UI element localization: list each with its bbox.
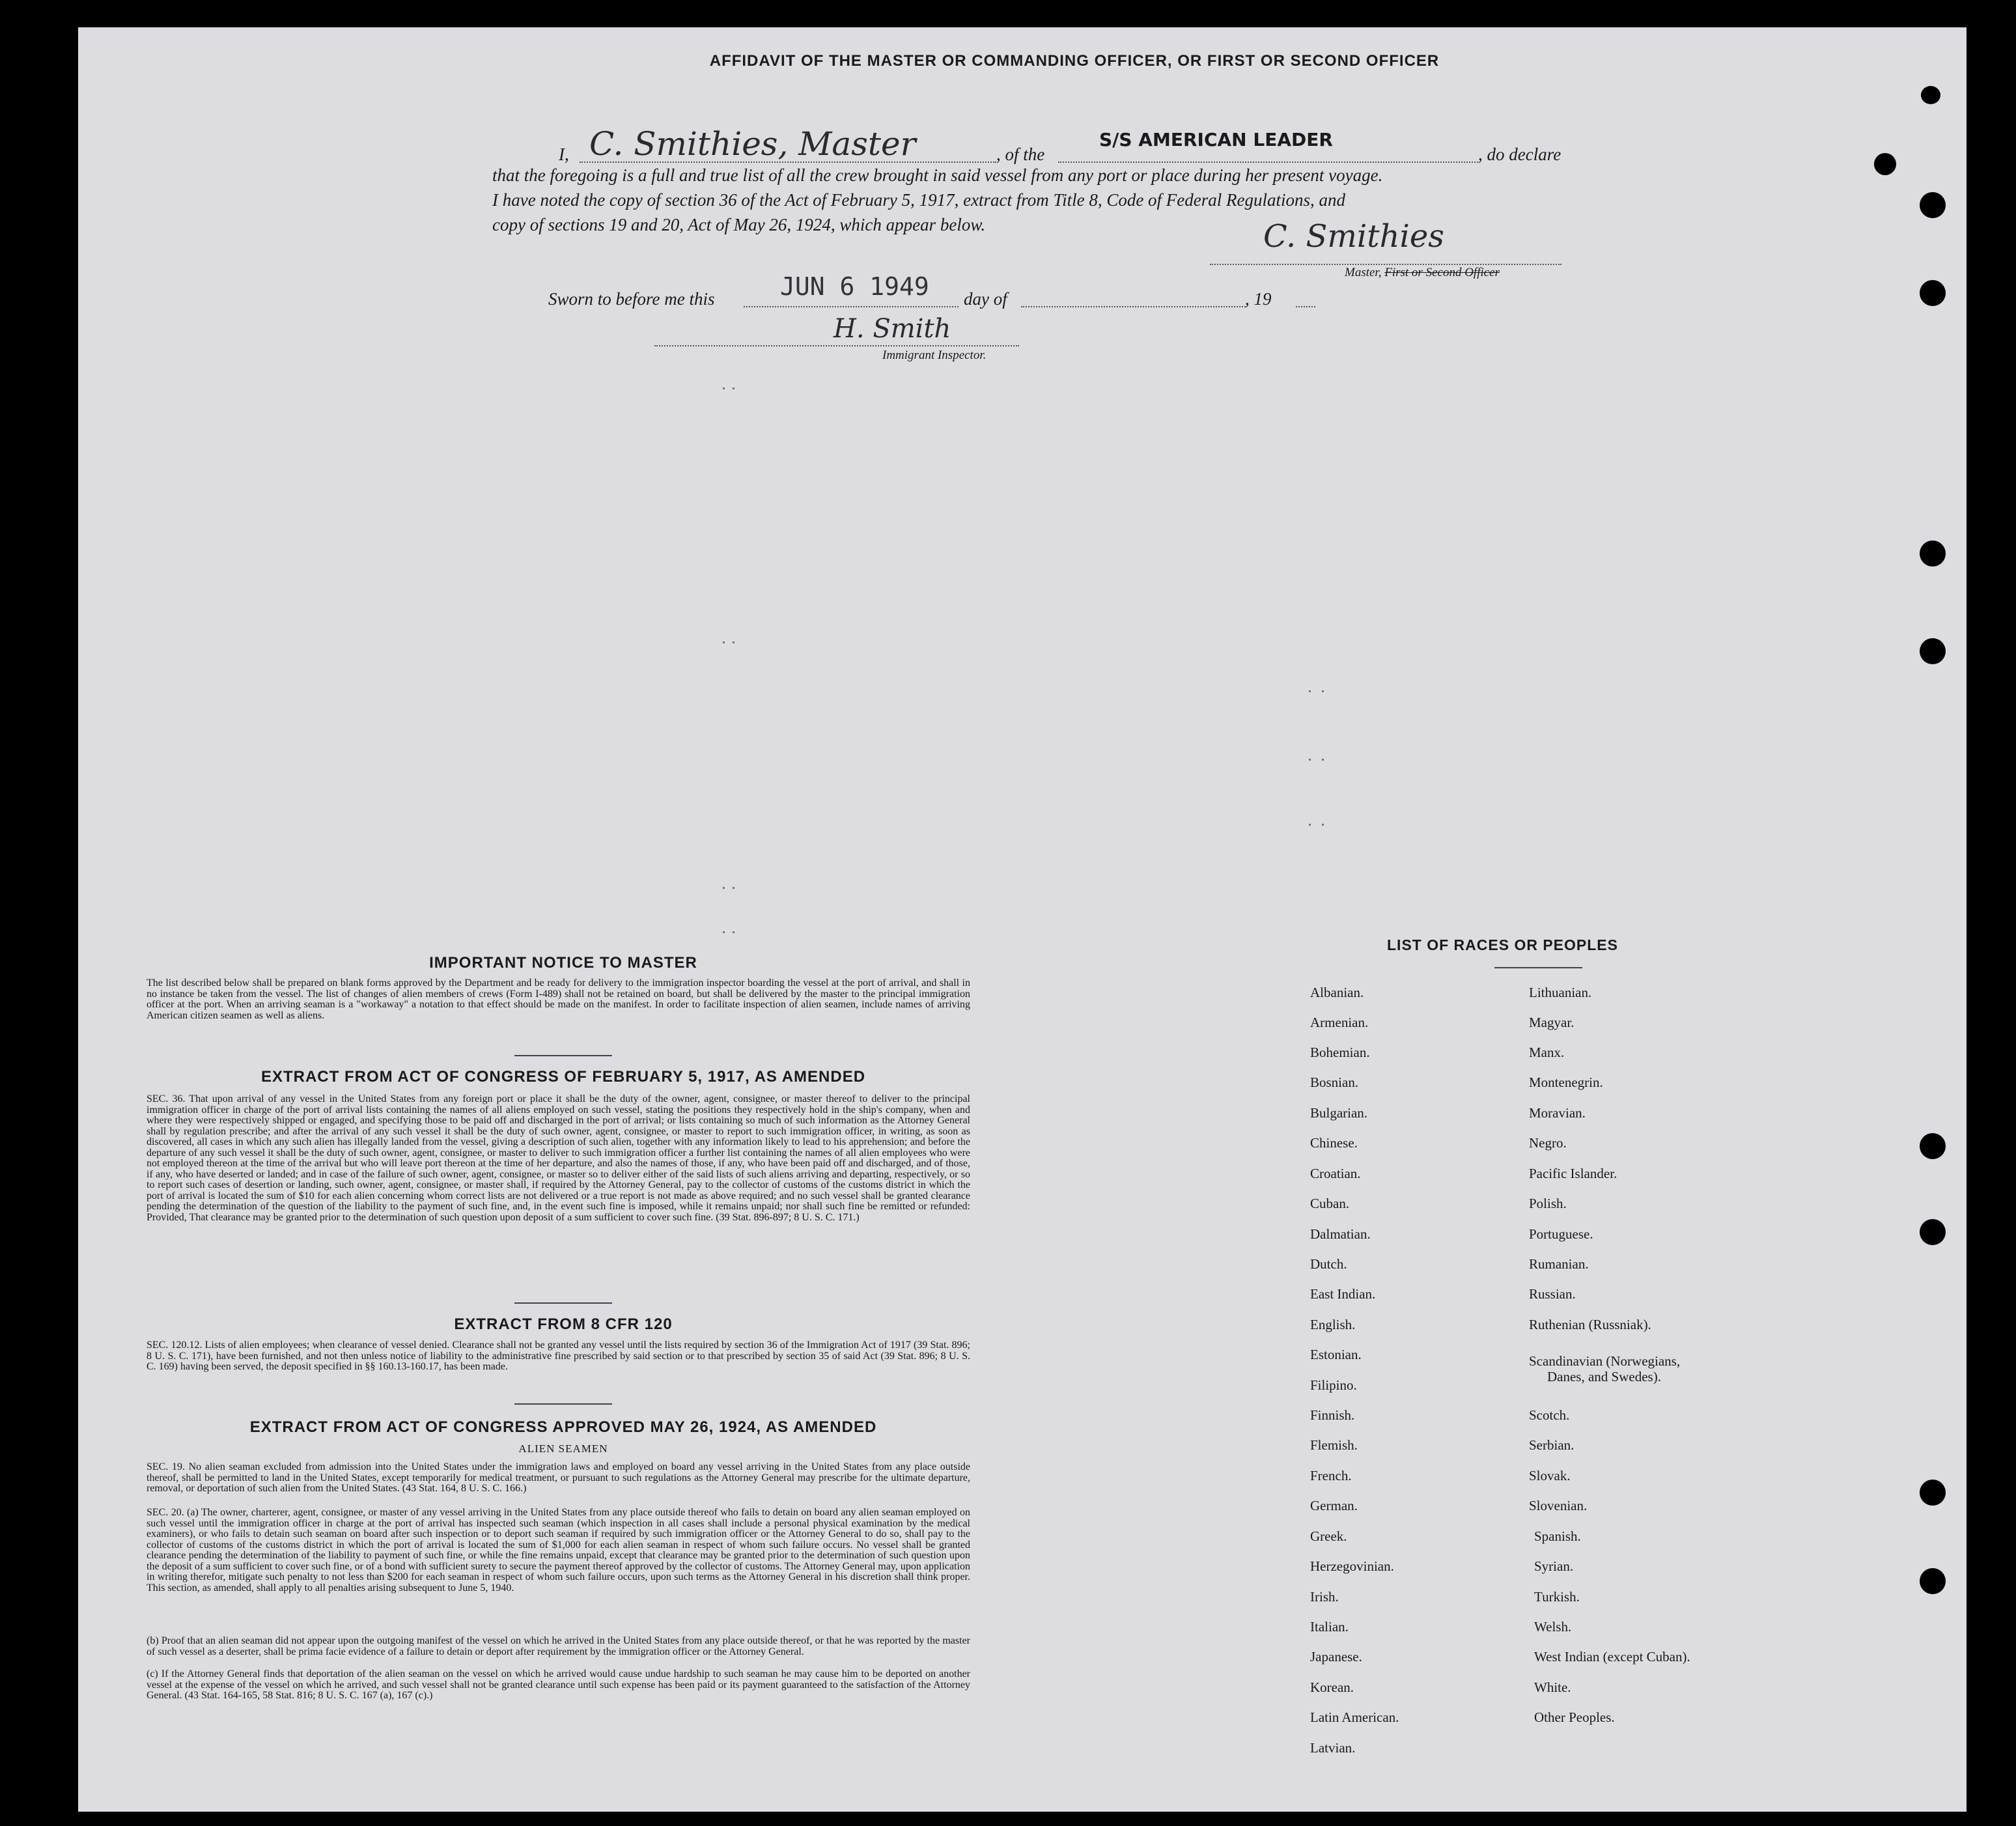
race-item: Serbian. [1529, 1437, 1575, 1453]
race-item: Bosnian. [1310, 1075, 1359, 1090]
race-item: Italian. [1310, 1619, 1349, 1635]
race-item: Slovak. [1529, 1468, 1571, 1483]
race-item: Scotch. [1529, 1407, 1570, 1423]
master-signature: C. Smithies, Master [589, 125, 916, 163]
race-item: Turkish. [1534, 1589, 1580, 1605]
ruling-mark [723, 931, 725, 933]
race-item: Greek. [1310, 1528, 1347, 1544]
ruling-mark [733, 931, 735, 933]
declaration-line-4: copy of sections 19 and 20, Act of May 26, 1924, which appear below. [492, 215, 986, 234]
race-item: German. [1310, 1498, 1358, 1513]
extract-cfr-divider [514, 1403, 612, 1405]
punch-hole [1920, 280, 1946, 306]
punch-hole [1920, 1219, 1946, 1245]
year-line [1296, 306, 1315, 307]
race-item: Rumanian. [1529, 1256, 1589, 1272]
race-item: Dutch. [1310, 1256, 1347, 1272]
ruling-mark [733, 387, 735, 389]
race-item: Montenegrin. [1529, 1075, 1603, 1090]
ruling-mark [723, 887, 725, 889]
inspector-line [654, 345, 1019, 346]
race-item: Lithuanian. [1529, 985, 1592, 1000]
ruling-mark [1309, 824, 1311, 826]
month-line [1021, 306, 1246, 307]
sworn-date-stamp: JUN 6 1949 [780, 272, 929, 301]
punch-hole [1921, 86, 1940, 104]
race-item: West Indian (except Cuban). [1534, 1649, 1690, 1664]
inspector-signature: H. Smith [833, 314, 951, 344]
race-item: Syrian. [1534, 1558, 1574, 1574]
punch-hole [1920, 1568, 1946, 1594]
ruling-mark [723, 641, 725, 643]
declaration-line-3: I have noted the copy of section 36 of the Act of February 5, 1917, extract from Title 8, Code of Federal Regulations, and [492, 190, 1346, 210]
race-item: French. [1310, 1468, 1352, 1483]
race-item: Spanish. [1534, 1528, 1581, 1544]
ruling-mark [733, 641, 735, 643]
race-item: Albanian. [1310, 985, 1364, 1000]
race-item: Latvian. [1310, 1740, 1356, 1756]
ruling-mark [1322, 759, 1324, 761]
race-item: Pacific Islander. [1529, 1166, 1617, 1181]
notice-divider [514, 1055, 612, 1056]
caption-master: Master, [1345, 266, 1382, 279]
race-item: Slovenian. [1529, 1498, 1588, 1513]
signature-line [1210, 264, 1561, 265]
do-declare-label: , do declare [1478, 145, 1561, 164]
notice-body: The list described below shall be prepared on blank forms approved by the Department and be ready for delivery to the immigration inspector boarding the vessel at the port of arrival, and shall in no instance be taken from the vessel. The list of changes of alien members of crews (Form I-489) shall not be retained on board, but shall be delivered by the master to the principal immigration officer at the port. When an arriving seaman is a "workaway" a notation to that effect should be made on the manifest. In order to facilitate inspection of alien seamen, include names of arriving American citizen seamen as well as aliens. [147, 977, 970, 1021]
extract-1917-body: SEC. 36. That upon arrival of any vessel in the United States from any foreign port or place it shall be the duty of the owner, agent, consignee, or master thereof to deliver to the principal immigration officer in charge of the port of arrival lists containing the names of all aliens employed on such vessel, stating the positions they respectively hold in the ship's company, when and where they were respectively shipped or engaged, and specifying those to be paid off and discharged in the port of arrival; or lists containing so much of such information as the Attorney General shall by regulation prescribe; and after the arrival of any such vessel it shall be the duty of such owner, agent, consignee, or master to report to such immigration officer, in writing, as soon as discovered, all cases in which any such alien has illegally landed from the vessel, giving a description of such alien, together with any information likely to lead to his apprehension; and before the departure of any such vessel it shall be the duty of such owner, agent, consignee, or master to deliver to such immigration officer a further list containing the names of all alien employees who were not employed thereon at the time of the arrival but who will leave port thereon at the time of her departure, and also the names of those, if any, who have been paid off and discharged, and of those, if any, who have deserted or landed; and in case of the failure of such owner, agent, consignee, or master so to deliver either of the said lists of such aliens arriving and departing, respectively, or so to report such cases of desertion or landing, such owner, agent, consignee, or master shall, if required by the Attorney General, pay to the collector of customs of the customs district in which the port of arrival is located the sum of $10 for each alien concerning whom correct lists are not delivered or a true report is not made as above required; and no such vessel shall be granted clearance pending the determination of the question of the liability to the payment of such fine, and, in the event such fine is imposed, while it remains unpaid; nor shall such fine be remitted or refunded: Provided, That clearance may be granted prior to the determination of such question upon deposit of a sum sufficient to cover such fine. (39 Stat. 896-897; 8 U. S. C. 171.) [147, 1093, 970, 1223]
race-item: Korean. [1310, 1679, 1354, 1695]
affidavit-title: AFFIDAVIT OF THE MASTER OR COMMANDING OFFICER, OR FIRST OR SECOND OFFICER [709, 52, 1440, 70]
race-item: Welsh. [1534, 1619, 1572, 1635]
race-item: Latin American. [1310, 1709, 1399, 1725]
extract-1924-sec20b: (b) Proof that an alien seaman did not appear upon the outgoing manifest of the vessel on which he arrived in the United States from any place outside thereof, or that he was reported by the master of such vessel as a deserter, shall be prima facie evidence of a failure to detain or deport after requirement by the immigration officer or the Attorney General. [147, 1635, 970, 1657]
race-item: White. [1534, 1679, 1571, 1695]
ruling-mark [723, 387, 725, 389]
extract-cfr-body: SEC. 120.12. Lists of alien employees; when clearance of vessel denied. Clearance shall not be granted any vessel until the lists required by section 36 of the Immigration Act of 1917 (39 Stat. 896; 8 U. S. C. 171), have been furnished, and not then unless notice of liability to the administrative fine prescribed by said section or to that prescribed by section 35 of said Act (39 Stat. 896; 8 U. S. C. 169) having been served, the deposit specified in §§ 160.13-160.17, has been made. [147, 1340, 970, 1372]
race-item: Estonian. [1310, 1347, 1362, 1362]
race-item: Moravian. [1529, 1105, 1586, 1121]
extract-1917-title: EXTRACT FROM ACT OF CONGRESS OF FEBRUARY 5, 1917, AS AMENDED [260, 1068, 866, 1086]
race-item: Croatian. [1310, 1166, 1361, 1181]
race-item: Chinese. [1310, 1135, 1358, 1151]
race-item: Flemish. [1310, 1437, 1358, 1453]
race-item: Irish. [1310, 1589, 1339, 1605]
race-item: Ruthenian (Russniak). [1529, 1317, 1651, 1332]
day-of-label: day of [964, 289, 1007, 309]
vessel-name: S/S AMERICAN LEADER [1099, 129, 1333, 150]
punch-hole [1920, 192, 1946, 218]
signature-caption [1345, 266, 1500, 280]
punch-hole [1920, 638, 1946, 664]
extract-1924-sec20a: SEC. 20. (a) The owner, charterer, agent, consignee, or master of any vessel arriving in the United States from any place outside thereof who fails to detain on board any alien seaman employed on such vessel until the immigration officer in charge at the port of arrival has inspected such seaman (which inspection in all cases shall include a personal physical examination by the medical examiners), or who fails to detain such seaman on board after such inspection or to deport such seaman if required by such immigration officer or the Attorney General to do so, shall pay to the collector of customs of the customs district in which the port of arrival is located the sum of $1,000 for each alien seaman in respect of whom such failure occurs. No vessel shall be granted clearance pending the determination of the liability to payment of such fine, or while the fine remains unpaid, except that clearance may be granted prior to the determination of such question upon the deposit of a sum sufficient to cover such fine, or of a bond with sufficient surety to secure the payment thereof approved by the collector of customs. The Attorney General may, upon application in writing therefor, mitigate such penalty to not less than $200 for each seaman in respect of whom such failure occurs, upon such terms as the Attorney General in his discretion shall think proper. This section, as amended, shall apply to all penalties arising subsequent to June 5, 1940. [147, 1507, 970, 1594]
race-item: Cuban. [1310, 1196, 1350, 1211]
race-item: Scandinavian (Norwegians, [1529, 1353, 1681, 1369]
race-item: Danes, and Swedes). [1547, 1369, 1661, 1384]
race-item: Armenian. [1310, 1015, 1369, 1030]
declaration-line-2: that the foregoing is a full and true list of all the crew brought in said vessel from any port or place during her present voyage. [492, 165, 1383, 185]
master-signature-right: C. Smithies [1263, 218, 1444, 255]
punch-hole [1874, 153, 1896, 175]
race-item: Polish. [1529, 1196, 1567, 1211]
extract-cfr-title: EXTRACT FROM 8 CFR 120 [454, 1315, 673, 1333]
extract-1924-title: EXTRACT FROM ACT OF CONGRESS APPROVED MAY 26, 1924, AS AMENDED [249, 1418, 877, 1436]
sworn-date-line [744, 306, 959, 307]
caption-struck: First or Second Officer [1384, 266, 1500, 279]
extract-1924-subtitle: ALIEN SEAMEN [518, 1442, 608, 1455]
punch-hole [1920, 1480, 1946, 1506]
race-item: East Indian. [1310, 1286, 1376, 1302]
extract-1924-sec19: SEC. 19. No alien seaman excluded from admission into the United States under the immigration laws and employed on board any vessel arriving in the United States from any place outside thereof, shall be permitted to land in the United States, except temporarily for medical treatment, or pursuant to such regulations as the Attorney General may prescribe for the ultimate departure, removal, or deportation of such alien from the United States. (43 Stat. 164, 8 U. S. C. 166.) [147, 1461, 970, 1494]
sworn-label: Sworn to before me this [548, 289, 715, 309]
ruling-mark [1309, 690, 1311, 692]
ruling-mark [733, 887, 735, 889]
race-item: Magyar. [1529, 1015, 1575, 1030]
race-item: Russian. [1529, 1286, 1576, 1302]
ruling-mark [1322, 824, 1324, 826]
race-item: Japanese. [1310, 1649, 1362, 1664]
extract-1917-divider [514, 1302, 612, 1304]
extract-1924-sec20c: (c) If the Attorney General finds that deportation of the alien seaman on the vessel on which he arrived would cause undue hardship to such seaman he may cause him to be deported on another vessel at the expense of the vessel on which he arrived, and such vessel shall not be granted clearance until such expense has been paid or its payment guaranteed to the satisfaction of the Attorney General. (43 Stat. 164-165, 58 Stat. 816; 8 U. S. C. 167 (a), 167 (c).) [147, 1668, 970, 1701]
ruling-mark [1322, 690, 1324, 692]
race-item: Finnish. [1310, 1407, 1355, 1423]
year-label: , 19 [1245, 289, 1272, 309]
race-item: Herzegovinian. [1310, 1558, 1394, 1574]
race-item: Other Peoples. [1534, 1709, 1615, 1725]
race-item: Filipino. [1310, 1377, 1357, 1393]
of-the-label: , of the [996, 145, 1045, 164]
declaration-prefix: I, [559, 145, 569, 164]
notice-title: IMPORTANT NOTICE TO MASTER [429, 954, 697, 972]
race-item: Bohemian. [1310, 1045, 1370, 1060]
punch-hole [1920, 541, 1946, 567]
punch-hole [1920, 1133, 1946, 1159]
race-item: Manx. [1529, 1045, 1565, 1060]
race-item: Negro. [1529, 1135, 1567, 1151]
race-item: Dalmatian. [1310, 1226, 1371, 1242]
race-item: Portuguese. [1529, 1226, 1593, 1242]
ruling-mark [1309, 759, 1311, 761]
race-item: Bulgarian. [1310, 1105, 1368, 1121]
race-item: English. [1310, 1317, 1356, 1332]
inspector-caption: Immigrant Inspector. [882, 348, 987, 362]
races-title: LIST OF RACES OR PEOPLES [1387, 936, 1618, 953]
races-divider [1494, 967, 1582, 968]
